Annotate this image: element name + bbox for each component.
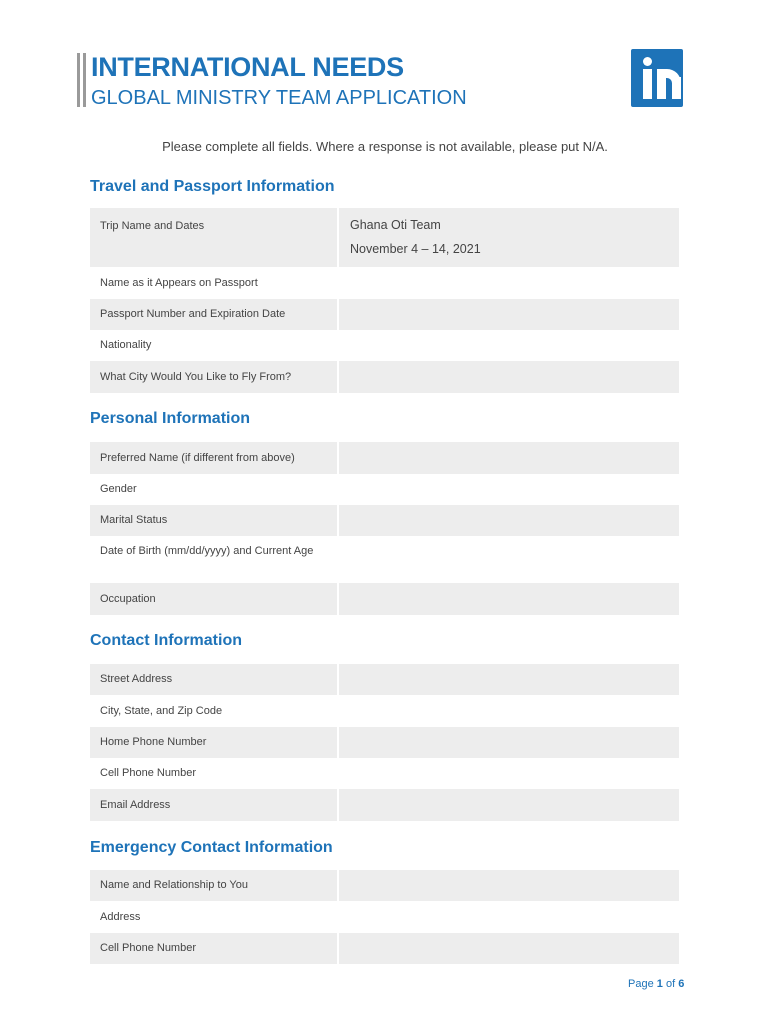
trip-dates-value: November 4 – 14, 2021	[350, 242, 481, 256]
field-label: Home Phone Number	[100, 736, 207, 748]
field-label: What City Would You Like to Fly From?	[100, 371, 292, 383]
current-page: 1	[656, 978, 663, 990]
field-label: Name as it Appears on Passport	[100, 277, 258, 289]
field-label: Trip Name and Dates	[100, 220, 205, 232]
field-row-marital-status[interactable]	[90, 505, 679, 536]
field-row-emergency-address[interactable]	[90, 901, 679, 933]
section-heading-contact: Contact Information	[90, 632, 242, 649]
field-label: Email Address	[100, 799, 171, 811]
field-row-gender[interactable]	[90, 474, 679, 505]
org-title: INTERNATIONAL NEEDS	[91, 52, 404, 82]
field-row-street-address[interactable]	[90, 664, 679, 695]
field-label: Cell Phone Number	[100, 942, 196, 954]
field-row-passport-name[interactable]	[90, 267, 679, 299]
field-row-trip-name-dates[interactable]	[90, 208, 679, 267]
form-title: GLOBAL MINISTRY TEAM APPLICATION	[91, 87, 467, 109]
field-row-emergency-name[interactable]	[90, 870, 679, 901]
field-label: Occupation	[100, 593, 156, 605]
field-row-preferred-name[interactable]	[90, 442, 679, 474]
page-number	[628, 978, 684, 990]
field-label: Date of Birth (mm/dd/yyyy) and Current Age	[100, 545, 314, 557]
trip-name-value: Ghana Oti Team	[350, 218, 441, 232]
field-row-departure-city[interactable]	[90, 361, 679, 393]
field-label: Gender	[100, 483, 137, 495]
page-word: Page	[628, 978, 654, 990]
field-row-emergency-cell[interactable]	[90, 933, 679, 964]
field-row-cell-phone[interactable]	[90, 758, 679, 789]
field-row-occupation[interactable]	[90, 583, 679, 615]
total-pages: 6	[678, 978, 685, 990]
field-label: Cell Phone Number	[100, 767, 196, 779]
field-row-nationality[interactable]	[90, 330, 679, 361]
field-label: Passport Number and Expiration Date	[100, 308, 286, 320]
header-bar-right	[83, 53, 86, 107]
field-row-email-address[interactable]	[90, 789, 679, 821]
field-label: City, State, and Zip Code	[100, 705, 223, 717]
field-row-home-phone[interactable]	[90, 727, 679, 758]
field-label: Marital Status	[100, 514, 168, 526]
section-heading-personal: Personal Information	[90, 410, 251, 427]
field-label: Nationality	[100, 339, 152, 351]
header-bar-left	[77, 53, 80, 107]
section-heading-emergency: Emergency Contact Information	[90, 839, 333, 856]
field-row-date-of-birth[interactable]	[90, 536, 679, 583]
of-word: of	[665, 978, 676, 990]
field-row-passport-number[interactable]	[90, 299, 679, 330]
field-label: Preferred Name (if different from above)	[100, 452, 295, 464]
section-heading-travel: Travel and Passport Information	[90, 178, 335, 195]
field-label: Street Address	[100, 673, 173, 685]
in-logo-icon	[631, 49, 683, 107]
field-label: Name and Relationship to You	[100, 879, 248, 891]
field-label: Address	[100, 911, 141, 923]
instructions-text: Please complete all fields. Where a response is not available, please put N/A.	[162, 139, 608, 154]
field-row-city-state-zip[interactable]	[90, 695, 679, 727]
